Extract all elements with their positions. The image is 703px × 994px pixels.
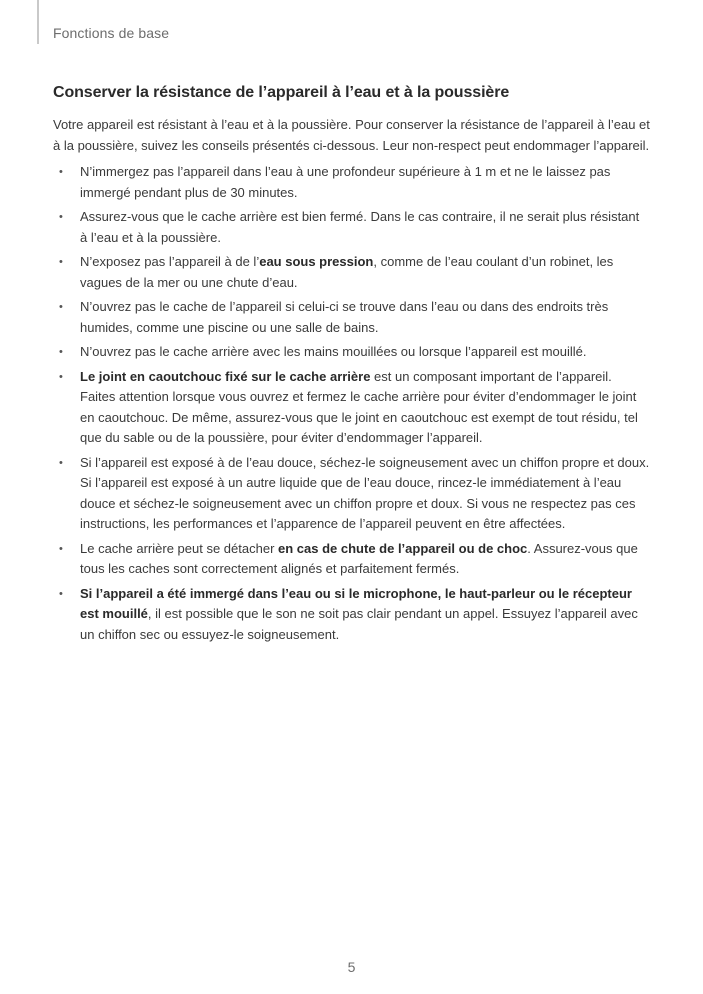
list-item	[53, 252, 650, 293]
bullet-icon: •	[59, 542, 63, 555]
bullet-icon: •	[59, 166, 63, 178]
list-item-text: Le cache arrière peut se détacher	[80, 540, 279, 556]
tips-list	[53, 162, 650, 645]
main-content	[53, 84, 650, 649]
list-item-emphasis: Si l’appareil a été immergé dans l’eau ou si le microphone, le haut-parleur ou le récepteur est mouillé	[80, 585, 632, 621]
header-side-rule	[37, 0, 39, 44]
list-item-text: , comme de l’eau coulant d’un robinet, les vagues de la mer ou une chute d’eau.	[80, 254, 614, 290]
list-item	[53, 367, 650, 449]
list-item-text: N’immergez pas l’appareil dans l’eau à une profondeur supérieure à 1 m et ne le laissez pas immergé pendant plus de 30 minutes.	[80, 164, 611, 200]
list-item-text: Assurez-vous que le cache arrière est bien fermé. Dans le cas contraire, il ne serait plus résistant à l’eau et à la poussière.	[80, 209, 640, 245]
list-item-emphasis: en cas de chute de l’appareil ou de choc	[278, 540, 528, 556]
list-item-text: . Assurez-vous que tous les caches sont correctement alignés et parfaitement fermés.	[80, 540, 638, 576]
list-item	[53, 453, 650, 535]
list-item-text: N’ouvrez pas le cache de l’appareil si celui-ci se trouve dans l’eau ou dans des endroits très humides, comme une piscine ou une salle de bains.	[80, 299, 609, 335]
list-item	[53, 539, 650, 580]
list-item	[53, 342, 650, 363]
bullet-icon: •	[59, 211, 63, 223]
bullet-icon: •	[59, 456, 63, 469]
section-label: Fonctions de base	[53, 25, 170, 41]
bullet-icon: •	[59, 346, 63, 358]
list-item-text: est un composant important de l’appareil. Faites attention lorsque vous ouvrez et fermez le cache arrière pour éviter d’endommager le joint en caoutchouc. De même, assurez-vous que le joint en caoutchouc est exempt de tout résidu, tel que du sable ou de la poussière, pour éviter d’endommager l’appareil.	[80, 368, 638, 445]
list-item-text: N’ouvrez pas le cache arrière avec les mains mouillées ou lorsque l’appareil est mouillé.	[80, 344, 587, 359]
section-heading: Conserver la résistance de l’appareil à l’eau et à la poussière	[53, 84, 510, 101]
bullet-icon: •	[59, 587, 63, 600]
list-item	[53, 297, 650, 338]
list-item-text: , il est possible que le son ne soit pas clair pendant un appel. Essuyez l’appareil avec un chiffon sec ou essuyez-le soigneusement.	[80, 606, 638, 642]
list-item	[53, 162, 650, 203]
bullet-icon: •	[59, 301, 63, 313]
list-item-text: Si l’appareil est exposé à de l’eau douce, séchez-le soigneusement avec un chiffon propre et doux. Si l’appareil est exposé à un autre liquide que de l’eau douce, rincez-le immédiatement à l’eau douce et séchez-le soigneusement avec un chiffon propre et doux. Si vous ne respectez pas ces instructions, les performances et l’apparence de l’appareil peuvent en être affectées.	[80, 454, 650, 531]
bullet-icon: •	[59, 370, 63, 383]
page-number: 5	[347, 959, 356, 975]
intro-paragraph: Votre appareil est résistant à l’eau et à la poussière. Pour conserver la résistance de l’appareil à l’eau et à la poussière, suivez les conseils présentés ci-dessous. Leur non-respect peut endommager l’appareil.	[53, 117, 650, 153]
list-item-text: N’exposez pas l’appareil à de l’	[80, 254, 260, 269]
list-item	[53, 207, 650, 248]
list-item-emphasis: eau sous pression	[259, 254, 374, 269]
list-item	[53, 584, 650, 646]
bullet-icon: •	[59, 256, 63, 268]
list-item-emphasis: Le joint en caoutchouc fixé sur le cache arrière	[80, 368, 371, 384]
